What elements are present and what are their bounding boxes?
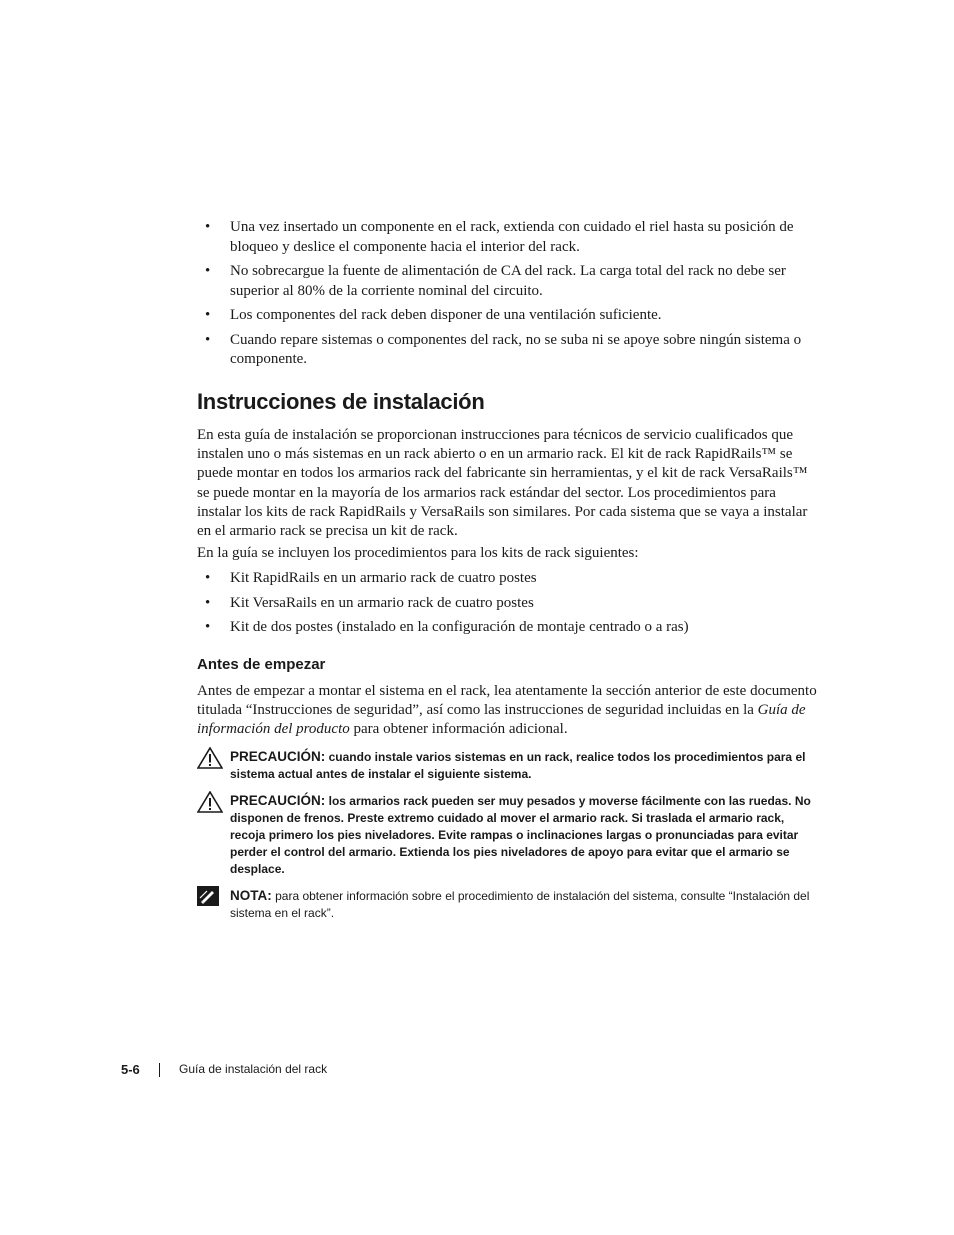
- page-number: 5-6: [121, 1062, 140, 1077]
- list-item: • Kit de dos postes (instalado en la configuración de montaje centrado o a ras): [205, 619, 689, 635]
- page-footer: [121, 1062, 328, 1077]
- footer-title: Guía de instalación del rack: [179, 1062, 328, 1076]
- pencil-note-icon: [197, 886, 219, 911]
- intro-paragraph: En esta guía de instalación se proporcionan instrucciones para técnicos de servicio cualificados que instalen uno o más sistemas en un rack abierto o en un armario rack. El kit de rack RapidRails™ se puede montar en todos los armarios rack del fabricante sin herramientas, y el kit de rack VersaRails™ se puede montar en la mayoría de los armarios rack estándar del sector. Los procedimientos para instalar los kits de rack RapidRails y VersaRails son similares. Por cada sistema que se vaya a instalar en el armario rack se precisa un kit de rack.: [197, 427, 808, 540]
- safety-bullet-list: [197, 218, 817, 375]
- warning-triangle-icon: [197, 747, 223, 774]
- list-item: • Una vez insertado un componente en el rack, extienda con cuidado el riel hasta su posición de bloqueo y deslice el componente hacia el interior del rack.: [205, 219, 794, 255]
- subsection-title: Antes de empezar: [197, 656, 326, 673]
- caution-notice: PRECAUCIÓN: los armarios rack pueden ser muy pesados y moverse fácilmente con las ruedas. No disponen de frenos. Preste extremo cuidado al mover el armario rack. Si traslada el armario rack, recoja primero los pies niveladores. Evite rampas o inclinaciones largas o pronunciadas para evitar perder el control del armario. Extienda los pies niveladores de apoyo para evitar que el armario se desplace.: [197, 792, 817, 878]
- list-item: • Cuando repare sistemas o componentes del rack, no se suba ni se apoye sobre ningún sistema o componente.: [205, 331, 802, 367]
- kit-bullet-list: [197, 569, 817, 643]
- product-guide-title: Guía de información del producto: [197, 702, 806, 738]
- note-label: NOTA:: [230, 888, 272, 903]
- kits-intro-paragraph: En la guía se incluyen los procedimientos para los kits de rack siguientes:: [197, 545, 639, 561]
- footer-divider: [159, 1063, 160, 1077]
- caution-notice: PRECAUCIÓN: cuando instale varios sistemas en un rack, realice todos los procedimientos para el sistema actual antes de instalar el siguiente sistema.: [197, 748, 817, 783]
- warning-triangle-icon: [197, 791, 223, 818]
- list-item: • Kit VersaRails en un armario rack de cuatro postes: [205, 594, 534, 611]
- before-paragraph: Antes de empezar a montar el sistema en el rack, lea atentamente la sección anterior de este documento titulada “Instrucciones de seguridad”, así como las instrucciones de seguridad incluidas en la Guía de información del producto para obtener información adicional.: [197, 683, 817, 738]
- list-item: • No sobrecargue la fuente de alimentación de CA del rack. La carga total del rack no debe ser superior al 80% de la corriente nominal del circuito.: [205, 263, 786, 299]
- caution-label: PRECAUCIÓN:: [230, 749, 326, 764]
- section-title: Instrucciones de instalación: [197, 389, 485, 414]
- list-item: • Los componentes del rack deben disponer de una ventilación suficiente.: [205, 307, 662, 323]
- note-notice: NOTA: para obtener información sobre el procedimiento de instalación del sistema, consulte “Instalación del sistema en el rack”.: [197, 887, 817, 922]
- caution-label: PRECAUCIÓN:: [230, 793, 326, 808]
- list-item: • Kit RapidRails en un armario rack de cuatro postes: [205, 570, 537, 586]
